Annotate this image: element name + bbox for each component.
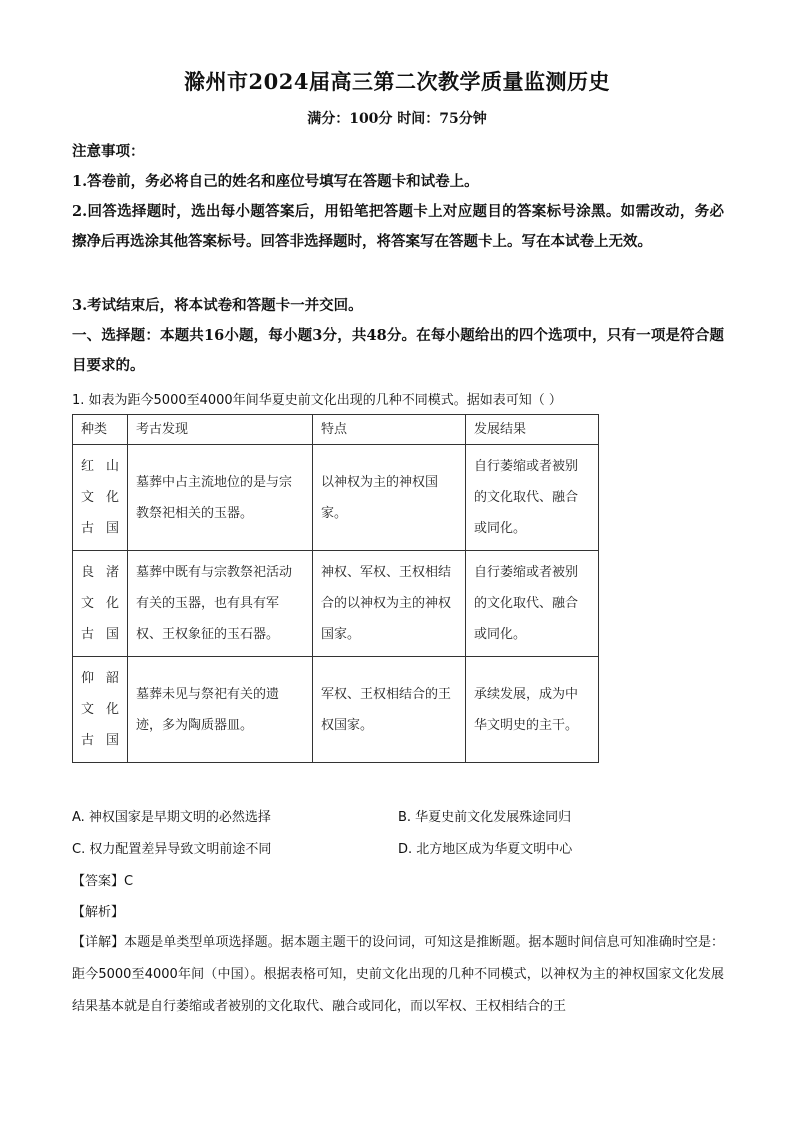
- table-cell: 红山文化古国: [73, 445, 128, 551]
- table-cell: 自行萎缩或者被别的文化取代、融合或同化。: [466, 551, 599, 657]
- table-header-row: [73, 415, 599, 445]
- table-header-cell: 考古发现: [128, 415, 313, 445]
- table-row: [73, 657, 599, 763]
- table-cell: 自行萎缩或者被别的文化取代、融合或同化。: [466, 445, 599, 551]
- table-cell: 良渚文化古国: [73, 551, 128, 657]
- notice-item-2: 2.回答选择题时，选出每小题答案后，用铅笔把答题卡上对应题目的答案标号涂黑。如需改动，务必擦净后再选涂其他答案标号。回答非选择题时，将答案写在答题卡上。写在本试卷上无效。: [72, 203, 724, 250]
- table-cell: 以神权为主的神权国家。: [313, 445, 466, 551]
- answer-label: 【答案】C: [72, 874, 134, 889]
- exam-meta: 满分：100分 时间：75分钟: [307, 111, 487, 127]
- culture-table: [72, 414, 599, 763]
- analysis-label: 【解析】: [72, 905, 125, 920]
- option-b[interactable]: B. 华夏史前文化发展殊途同归: [398, 810, 572, 825]
- page-title: 滁州市2024届高三第二次教学质量监测历史: [184, 69, 610, 94]
- table-cell: 仰韶文化古国: [73, 657, 128, 763]
- table-cell: 墓葬中占主流地位的是与宗教祭祀相关的玉器。: [128, 445, 313, 551]
- option-a[interactable]: A. 神权国家是早期文明的必然选择: [72, 810, 271, 825]
- detail-explanation: 【详解】本题是单类型单项选择题。据本题主题干的设问词，可知这是推断题。据本题时间信息可知准确时空是：距今5000至4000年间（中国）。根据表格可知，史前文化出现的几种不同模式，以神权为主的神权国家文化发展结果基本就是自行萎缩或者被别的文化取代、融合或同化，而以军权、王权相结合的王: [72, 935, 724, 1014]
- table-row: [73, 445, 599, 551]
- table-header-cell: 发展结果: [466, 415, 599, 445]
- question-stem: 1. 如表为距今5000至4000年间华夏史前文化出现的几种不同模式。据如表可知（ ）: [72, 393, 562, 408]
- table-row: [73, 551, 599, 657]
- table-cell: 承续发展，成为中华文明史的主干。: [466, 657, 599, 763]
- notice-item-3: 3.考试结束后，将本试卷和答题卡一并交回。: [72, 297, 363, 314]
- table-header-cell: 种类: [73, 415, 128, 445]
- notice-item-1: 1.答卷前，务必将自己的姓名和座位号填写在答题卡和试卷上。: [72, 173, 479, 190]
- option-d[interactable]: D. 北方地区成为华夏文明中心: [398, 842, 573, 857]
- section-heading: 一、选择题：本题共16小题，每小题3分，共48分。在每小题给出的四个选项中，只有一项是符合题目要求的。: [72, 327, 724, 374]
- table-cell: 墓葬未见与祭祀有关的遗迹，多为陶质器皿。: [128, 657, 313, 763]
- option-c[interactable]: C. 权力配置差异导致文明前途不同: [72, 842, 272, 857]
- table-cell: 军权、王权相结合的王权国家。: [313, 657, 466, 763]
- table-cell: 神权、军权、王权相结合的以神权为主的神权国家。: [313, 551, 466, 657]
- notice-heading: 注意事项：: [72, 143, 145, 160]
- table-cell: 墓葬中既有与宗教祭祀活动有关的玉器，也有具有军权、王权象征的玉石器。: [128, 551, 313, 657]
- table-header-cell: 特点: [313, 415, 466, 445]
